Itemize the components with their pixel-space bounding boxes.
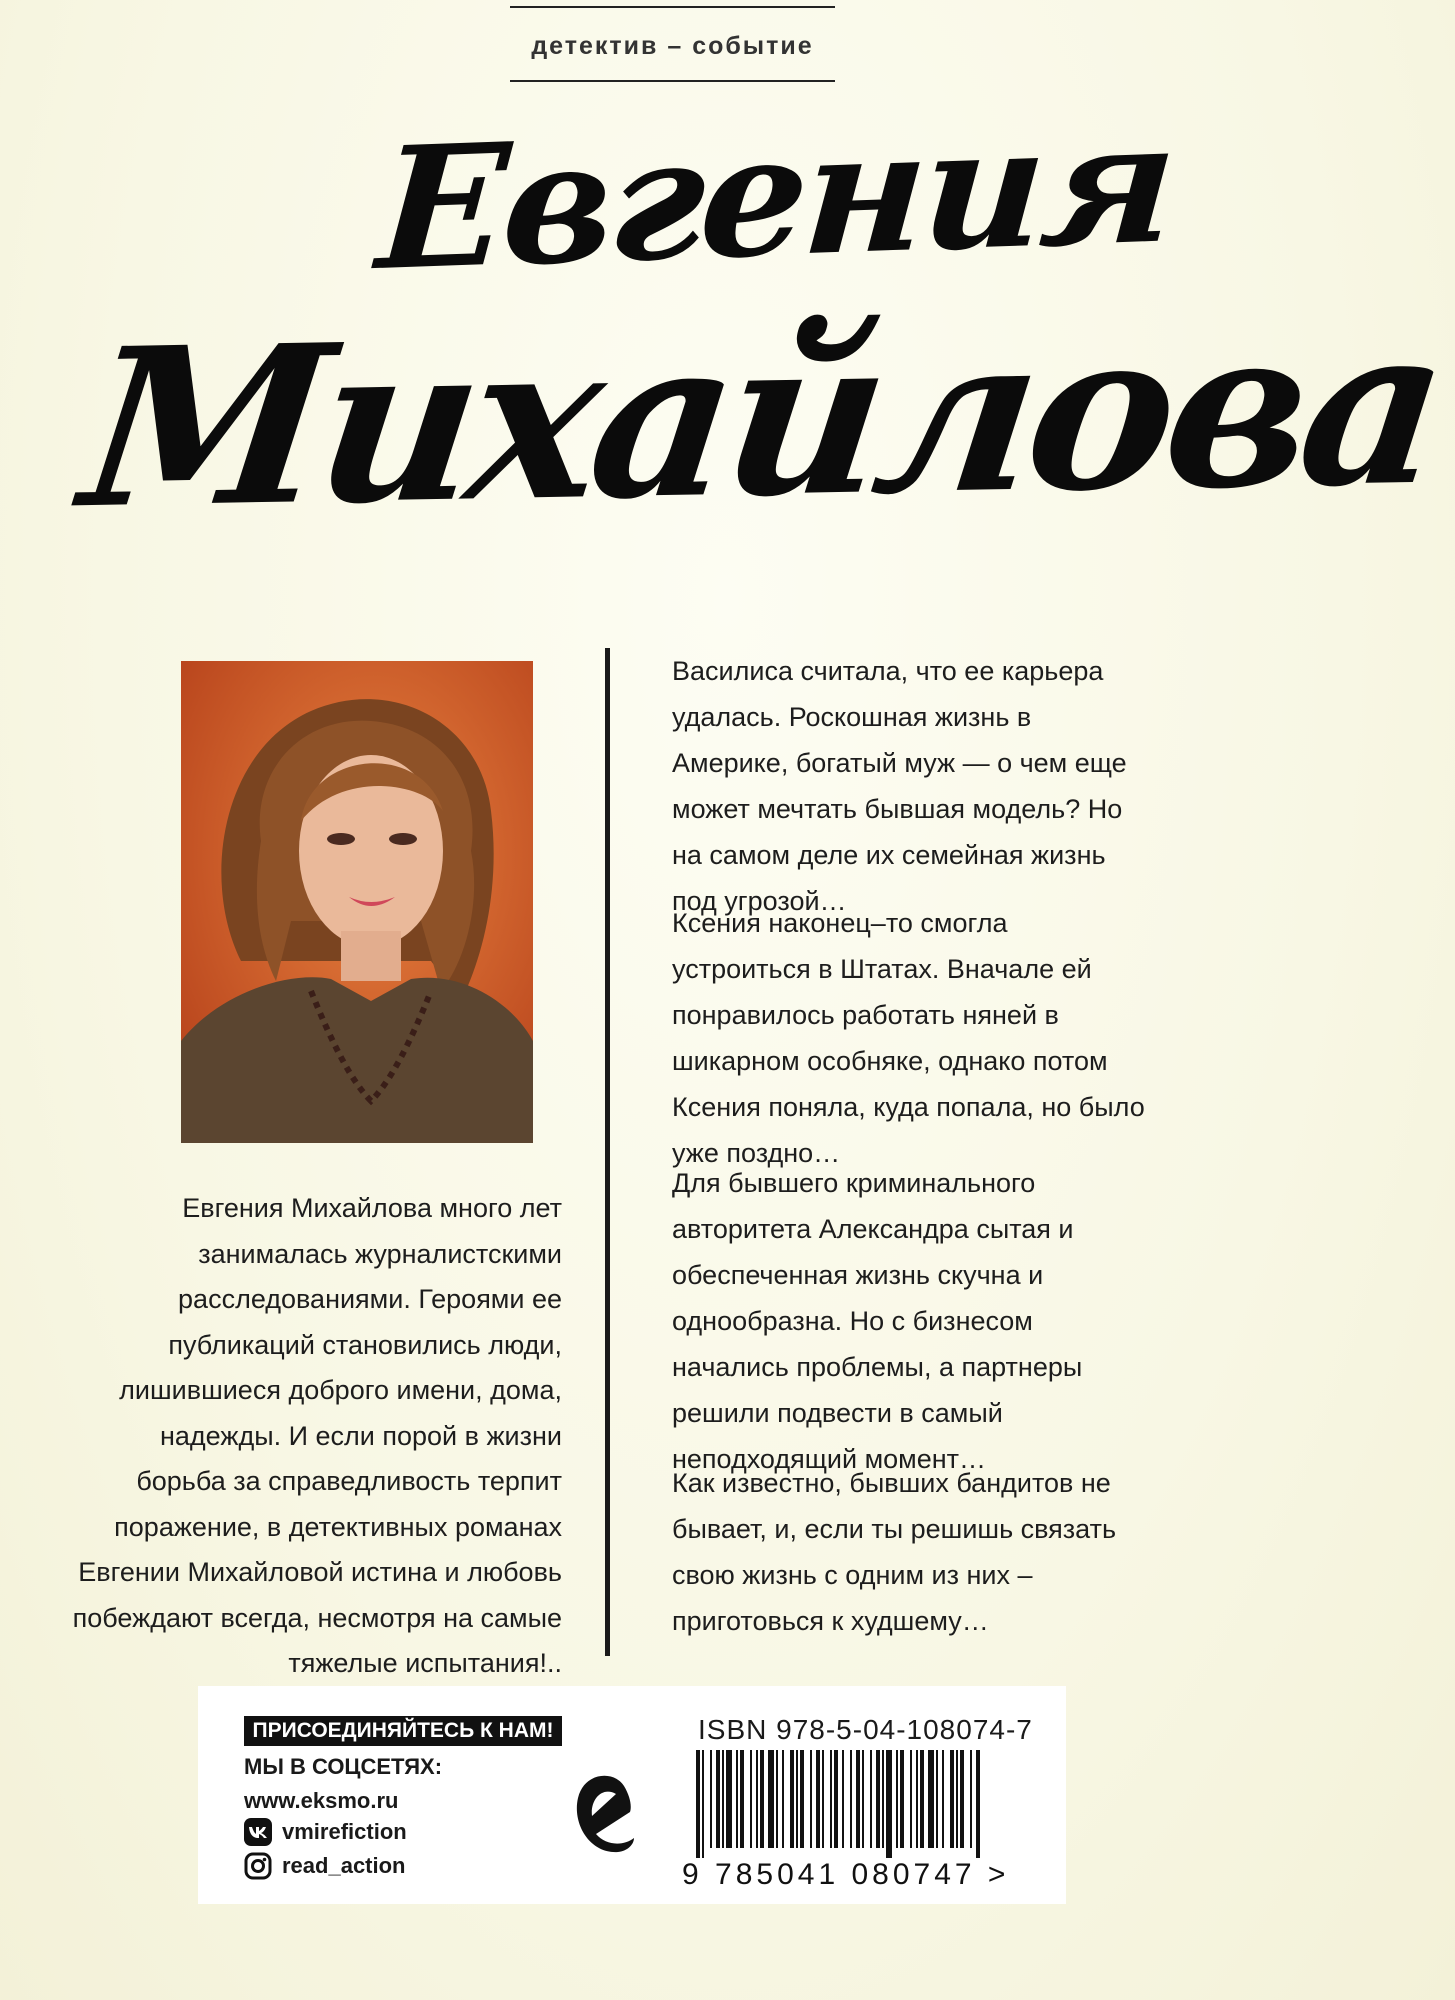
barcode-bar [726, 1750, 732, 1848]
barcode-bar [842, 1750, 844, 1848]
author-photo [181, 661, 533, 1143]
barcode-bar [910, 1750, 912, 1848]
barcode-bar [696, 1750, 700, 1858]
barcode-bar [790, 1750, 794, 1848]
barcode-bar [976, 1750, 980, 1858]
instagram-icon [244, 1852, 272, 1880]
author-last-name: Михайлова [71, 277, 1453, 558]
barcode-bar [822, 1750, 824, 1848]
blurb-paragraph-3: Для бывшего криминального авторитета Александра сытая и обеспеченная жизнь скучна и однообразна. Но с бизнесом начались проблемы, а партнеры решили подвести в самый неподходящий момент… [672, 1168, 1083, 1474]
series-header [510, 6, 835, 82]
barcode-bar [740, 1750, 744, 1848]
blurb-paragraph-2: Ксения наконец–то смогла устроиться в Штатах. Вначале ей понравилось работать няней в шикарном особняке, однако потом Ксения поняла, куда попала, но было уже поздно… [672, 908, 1145, 1168]
barcode-bar [800, 1750, 804, 1848]
barcode-bar [816, 1750, 820, 1848]
barcode-bar [830, 1750, 832, 1848]
author-bio: Евгения Михайлова много лет занималась журналистскими расследованиями. Героями ее публикаций становились люди, лишившиеся доброго имени, дома, надежды. И если порой в жизни борьба за справедливость терпит поражение, в детективных романах Евгении Михайловой истина и любовь побеждают всегда, несмотря на самые тяжелые испытания!.. [72, 1193, 562, 1678]
barcode-bar [856, 1750, 860, 1848]
barcode-bar [760, 1750, 764, 1848]
barcode-bar [936, 1750, 938, 1848]
barcode-bar [862, 1750, 864, 1848]
barcode-bar [896, 1750, 898, 1848]
barcode-bar [756, 1750, 758, 1848]
barcode-bar [750, 1750, 752, 1848]
barcode-bar [782, 1750, 784, 1848]
isbn-label: ISBN 978-5-04-108074-7 [698, 1714, 1033, 1745]
barcode-bar [960, 1750, 964, 1848]
barcode-digits: 9 785041 080747 > [682, 1858, 1010, 1891]
barcode-bar [810, 1750, 812, 1848]
vk-row[interactable] [244, 1818, 407, 1846]
promo-panel [198, 1686, 1066, 1904]
vk-icon [244, 1818, 272, 1846]
barcode [682, 1748, 1022, 1891]
barcode-bar [928, 1750, 934, 1848]
barcode-bar [850, 1750, 852, 1848]
author-first-name: Евгения [372, 82, 1179, 309]
instagram-handle: read_action [282, 1853, 406, 1878]
barcode-bar [920, 1750, 924, 1848]
barcode-bar [882, 1750, 884, 1848]
author-portrait [181, 661, 533, 1143]
barcode-bar [970, 1750, 972, 1848]
blurb-paragraph-4: Как известно, бывших бандитов не бывает, и, если ты решишь связать свою жизнь с одним из них – приготовься к худшему… [672, 1468, 1117, 1636]
series-top-rule [510, 6, 835, 8]
vk-handle: vmirefiction [282, 1819, 407, 1844]
social-heading: МЫ В СОЦСЕТЯХ: [244, 1754, 443, 1779]
barcode-bar [736, 1750, 738, 1848]
barcode-bar [870, 1750, 872, 1848]
barcode-bar [916, 1750, 918, 1848]
barcode-bar [956, 1750, 958, 1848]
barcode-bar [722, 1750, 724, 1848]
column-divider [605, 648, 610, 1656]
barcode-bar [834, 1750, 838, 1848]
barcode-bar [710, 1750, 712, 1848]
barcode-bar [796, 1750, 798, 1848]
barcode-bar [942, 1750, 944, 1848]
barcode-bar [716, 1750, 720, 1848]
barcode-bar [768, 1750, 774, 1848]
barcode-bar [876, 1750, 880, 1848]
instagram-row[interactable] [244, 1852, 406, 1880]
barcode-bar [886, 1750, 892, 1858]
barcode-bar [950, 1750, 954, 1848]
eksmo-logo-icon [572, 1768, 636, 1858]
series-bottom-rule [510, 80, 835, 82]
website-link[interactable]: www.eksmo.ru [244, 1788, 399, 1813]
blurb-paragraph-1: Василиса считала, что ее карьера удалась. Роскошная жизнь в Америке, богатый муж — о чем еще может мечтать бывшая модель? Но на самом деле их семейная жизнь под угрозой… [672, 656, 1127, 916]
barcode-bar [702, 1750, 704, 1858]
barcode-bar [776, 1750, 778, 1848]
join-badge: ПРИСОЕДИНЯЙТЕСЬ К НАМ! [244, 1716, 562, 1746]
barcode-bar [900, 1750, 904, 1848]
series-label: детектив – событие [531, 32, 814, 60]
